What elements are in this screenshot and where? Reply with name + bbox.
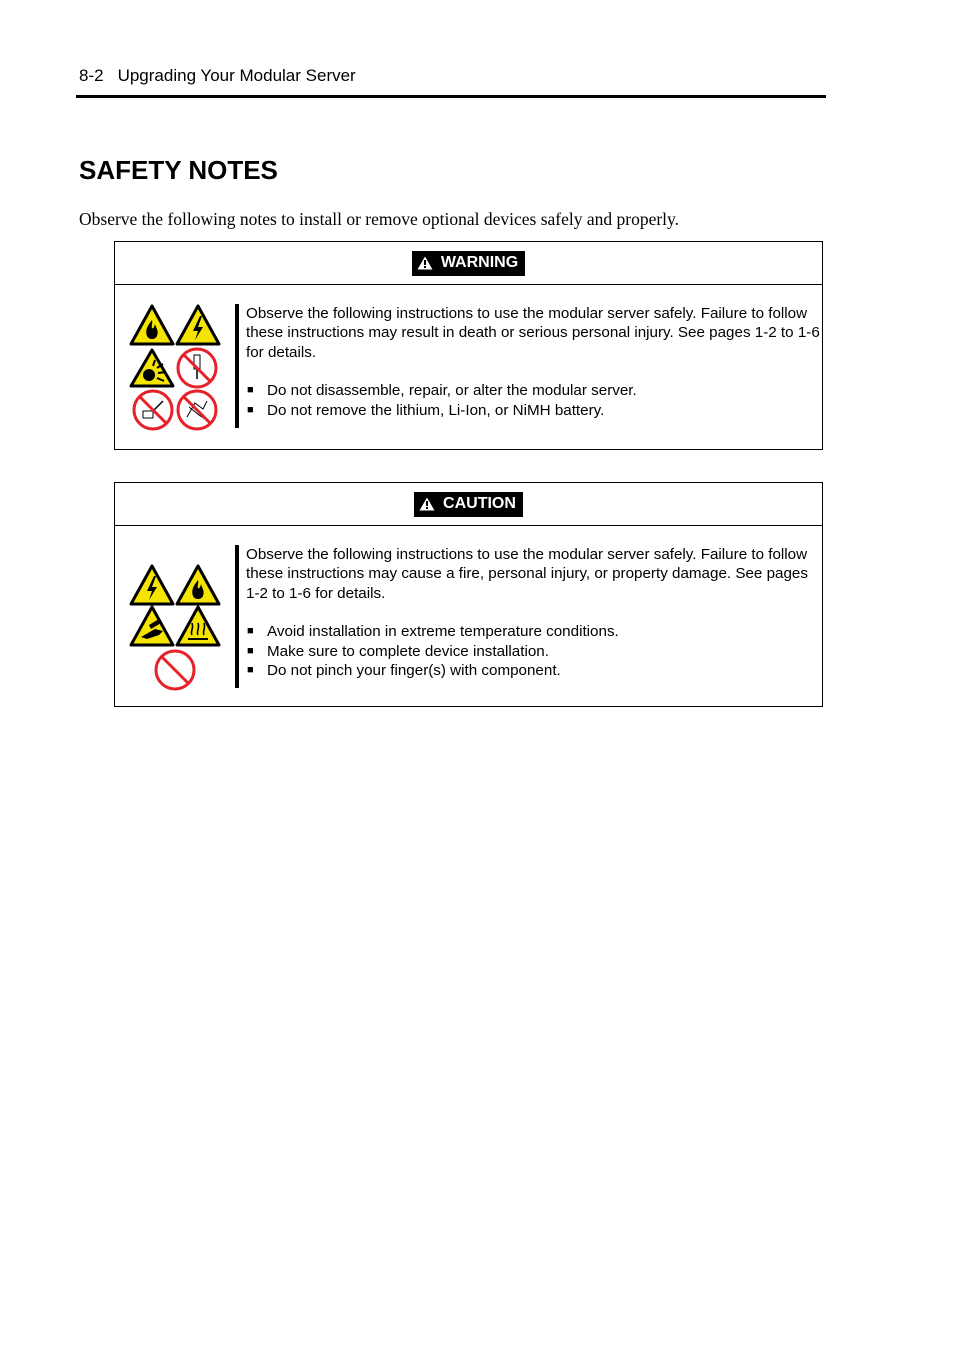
list-item: ■ Do not disassemble, repair, or alter the modular server.: [247, 382, 637, 400]
electric-shock-icon: [129, 564, 175, 606]
warning-text-column: [235, 304, 821, 428]
warning-header: [115, 242, 822, 285]
caution-label: CAUTION: [443, 494, 516, 512]
alert-triangle-icon: [417, 256, 433, 270]
warning-badge: [412, 251, 525, 276]
no-battery-removal-icon: [131, 389, 175, 431]
caution-text: Observe the following instructions to use the modular server safely. Failure to follow these instructions may cause a fire, personal injury, or property damage. See pages 1-2 to 1-6 for details.: [246, 546, 808, 602]
running-header: [79, 66, 356, 86]
caution-badge: [414, 492, 523, 517]
warning-label: WARNING: [440, 253, 519, 271]
list-item: ■ Do not remove the lithium, Li-Ion, or NiMH battery.: [247, 401, 605, 419]
caution-text-column: [235, 545, 821, 688]
fire-hazard-icon: [129, 304, 175, 346]
alert-triangle-icon: [419, 497, 435, 511]
explosion-icon: [129, 348, 175, 388]
hot-surface-icon: [175, 605, 221, 647]
warning-bullets: [246, 381, 821, 420]
list-item: ■ Avoid installation in extreme temperature conditions.: [247, 623, 619, 641]
page-number: 8-2: [79, 66, 104, 85]
caution-header: [115, 483, 822, 526]
electric-shock-icon: [175, 304, 221, 346]
intro-paragraph: Observe the following notes to install or remove optional devices safely and properly.: [79, 209, 680, 229]
list-item: ■ Do not pinch your finger(s) with component.: [247, 662, 561, 680]
section-title: SAFETY NOTES: [79, 155, 278, 185]
caution-bullets: [246, 622, 821, 680]
warning-box: [114, 241, 823, 450]
finger-pinch-icon: [129, 605, 175, 647]
header-rule: [76, 95, 826, 98]
caution-box: [114, 482, 823, 707]
chapter-title: Upgrading Your Modular Server: [117, 66, 356, 85]
no-disassembly-icon: [175, 347, 219, 389]
warning-text: Observe the following instructions to use the modular server safely. Failure to follow these instructions may result in death or serious personal injury. See pages 1-2 to 1-6 for details.: [246, 305, 820, 361]
no-repair-icon: [175, 389, 219, 431]
fire-hazard-icon: [175, 564, 221, 606]
list-item: ■ Make sure to complete device installation.: [247, 642, 549, 660]
prohibition-icon: [153, 648, 197, 692]
